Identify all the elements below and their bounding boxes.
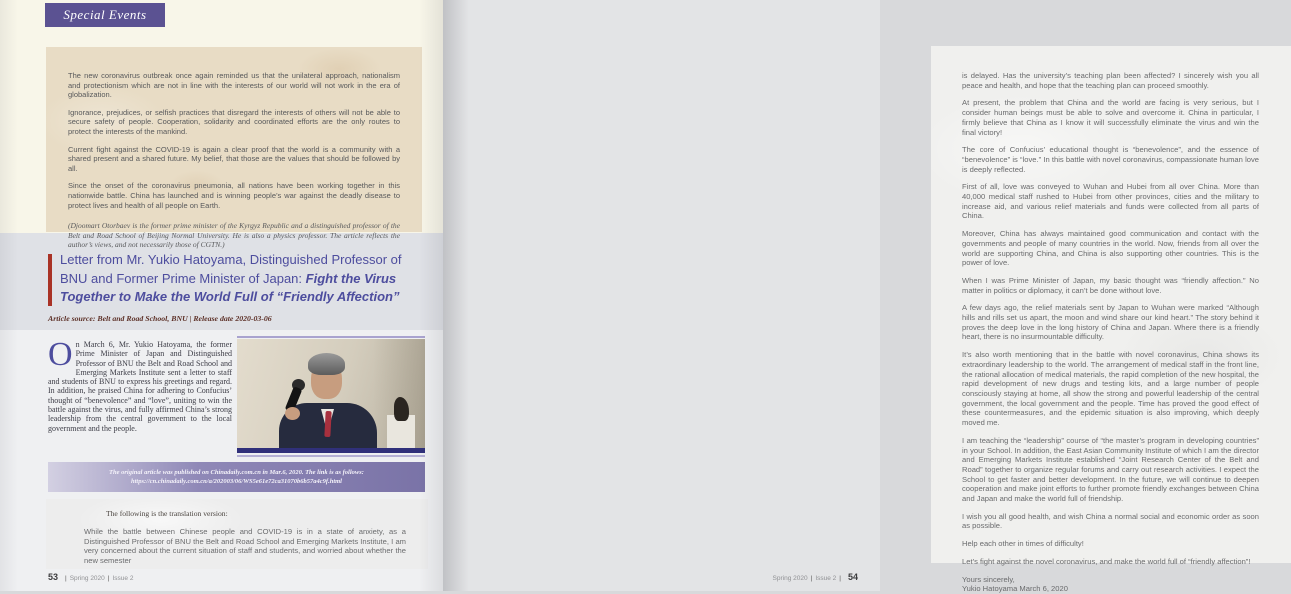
intro-paragraph: Current fight against the COVID-19 is again a clear proof that the world is a community with a shared present and a shared future. My belief, that those are the values that should be followed by all. [68,144,400,173]
right-page [443,0,1259,594]
letter-paragraph: I am teaching the “leadership” course of “the master’s program in developing countries” in your School. In addition, the East Asian Community Institute of which I am the director and Emerging Markets Institute established “Joint Research Center of the Belt and Road” together to organize regular forums and carry out research activities. I expect the School to get faster and better development. In the future, we will continue to deepen cooperation and make joint efforts to further promote friendly exchanges between China and Japan and make the world full of friendship. [962,435,1259,504]
photo-image [237,339,425,448]
left-page [0,0,443,591]
translation-box [46,499,428,569]
photo-top-rule [237,336,425,338]
title-accent-bar [48,254,52,306]
letter-paragraph: It’s also worth mentioning that in the battle with novel coronavirus, China shows its extraordinary leadership to the world. The arrangement of medical staff in the front line, the rational allocation of medical materials, the rapid completion of the new hospital, the rapid development of new drugs and testing kits, and a large number of people consciously staying at home, all show the strong and powerful leadership of the central government, the local government and the people. Time has proved the good effect of these countermeasures, and the epidemic situation is also improving, which deeply moved me. [962,350,1259,428]
article-source: Article source: Belt and Road School, BNU | Release date 2020-03-06 [48,314,272,323]
gutter-shadow-left [419,0,443,591]
intro-box [46,47,422,250]
page-number-right: 54 [847,572,858,582]
caption-box [48,462,425,492]
page-footer-left [48,572,133,582]
translation-paragraph: While the battle between Chinese people and COVID-19 is in a state of anxiety, as a Distinguished Professor of BNU the Belt and Road School and Emerging Markets Institute, I am very concerned about the current situation of staff and students, and worried about whether the new semester [84,527,406,566]
letter-paragraph: At present, the problem that China and the world are facing is very serious, but I consider human beings must be able to solve and overcome it. China in particular, I firmly believe that China as I know it will successfully eliminate the virus and win the final victory! [962,98,1259,137]
letter-closing [962,575,1259,594]
section-label-text: Special Events [63,7,147,22]
letter-paragraph: First of all, love was conveyed to Wuhan and Hubei from all over China. More than 40,000 medical staff rushed to Hubei from other provinces, cities and the military to increase aid, and various relief materials and funds were collected from all parts of China. [962,182,1259,221]
translation-intro: The following is the translation version: [106,509,228,518]
drop-cap: O [48,336,73,373]
section-label [45,3,165,27]
intro-paragraph: Ignorance, prejudices, or selfish practices that disregard the interests of others will not be able to secure safety of people. Cooperation, solidarity and coordinated efforts are the only routes to protect the interests of the mankind. [68,107,400,136]
letter-paragraph: A few days ago, the relief materials sent by Japan to Wuhan were marked “Although hills and rills set us apart, the moon and wind share our kind heart.” The story behind it proves the deep love in the long history of China and Japan. Where there is a friendly heart, there is no insurmountable difficulty. [962,303,1259,342]
hatoyama-photo [237,336,425,457]
intro-attribution: (Djoomart Otorbaev is the former prime minister of the Kyrgyz Republic and a distinguished professor of the Belt and Road School of Beijing Normal University. He is also a physics professor. The article reflects the author’s views, and not necessarily those of CGTN.) [68,221,400,250]
article-title-block [48,251,432,307]
article-title [60,251,432,307]
gutter-shadow-right [443,0,469,591]
letter-paragraph: Let’s fight against the novel coronavirus, and make the world full of “friendly affection”! [962,556,1251,566]
closing-salutation: Yours sincerely, [962,574,1015,584]
caption-link: https://cn.chinadaily.com.cn/a/202003/06/WS5e61e72ca31070b6b57a4c9f.html [130,478,342,485]
page-footer-right [773,572,858,582]
letter-paragraph: is delayed. Has the university’s teaching plan been affected? I sincerely wish you all peace and health, and hope that the teaching plan can proceed smoothly. [962,71,1259,90]
letter-paragraph: The core of Confucius’ educational thought is “benevolence”, and the essence of “benevolence” is “love.” In this battle with novel coronavirus, compassionate human love is deeply reflected. [962,145,1259,174]
letter-paragraph: I wish you all good health, and wish China a normal social and economic order as soon as possible. [962,511,1259,531]
article-title-emphasis: Fight the Virus Together to Make the World Full of “Friendly Affection” [60,270,400,304]
caption-line-1: The original article was published on Chinadaily.com.cn in Mar.6, 2020. The link is as follows: [109,469,364,476]
footer-separator: | [810,575,813,582]
letter-paragraph: When I was Prime Minister of Japan, my basic thought was “friendly affection.” No matter in politics or diplomacy, it can’t be done without love. [962,275,1259,295]
intro-paragraph: Since the onset of the coronavirus pneumonia, all nations have been working together in this nationwide battle. China has launched and is winning people’s war against the deadly disease to protect lives and health of all people on Earth. [68,181,400,210]
letter-paragraph: Moreover, China has always maintained good communication and contact with the governments and people of many countries in the world. Now, friends from all over the world are supporting China, and China is also supporting other countries. This is the power of love. [962,229,1259,268]
footer-separator: | [65,575,67,582]
letter-panel [931,46,1291,594]
footer-separator: | [107,575,110,582]
article-title-regular: Letter from Mr. Yukio Hatoyama, Distinguished Professor of BNU and Former Prime Minister of Japan: [60,252,402,286]
footer-issue: Issue 2 [112,575,134,582]
letter-paragraph: Help each other in times of difficulty! [962,539,1084,549]
footer-issue: Issue 2 [815,575,837,582]
photo-navy-bar [237,448,425,453]
closing-signature: Yukio Hatoyama March 6, 2020 [962,584,1068,594]
photo-subject-hair [308,353,345,375]
footer-separator: | [839,575,841,582]
intro-paragraph: The new coronavirus outbreak once again reminded us that the unilateral approach, nationalism and protectionism which are not in line with the interests of our world will not work in the era of globalization. [68,71,400,100]
footer-season: Spring 2020 [772,575,808,582]
photo-bottom-rule [237,455,425,457]
page-number-left: 53 [48,572,59,582]
footer-season: Spring 2020 [69,575,105,582]
lead-paragraph [48,336,232,433]
left-page-edge-shadow [0,0,18,591]
photo-subject-hand [285,407,300,420]
lead-paragraph-text: n March 6, Mr. Yukio Hatoyama, the former Prime Minister of Japan and Distinguished Professor of BNU the Belt and Road School and Emerging Markets Institute sent a letter to staff and students of BNU to express his greetings and regard. In addition, he praised China for adhering to Confucius’ thought of “benevolence” and “love”, uniting to win the battle against the virus, and fully affirmed China’s strong leadership from the central government to the local government and the people. [48,340,232,433]
